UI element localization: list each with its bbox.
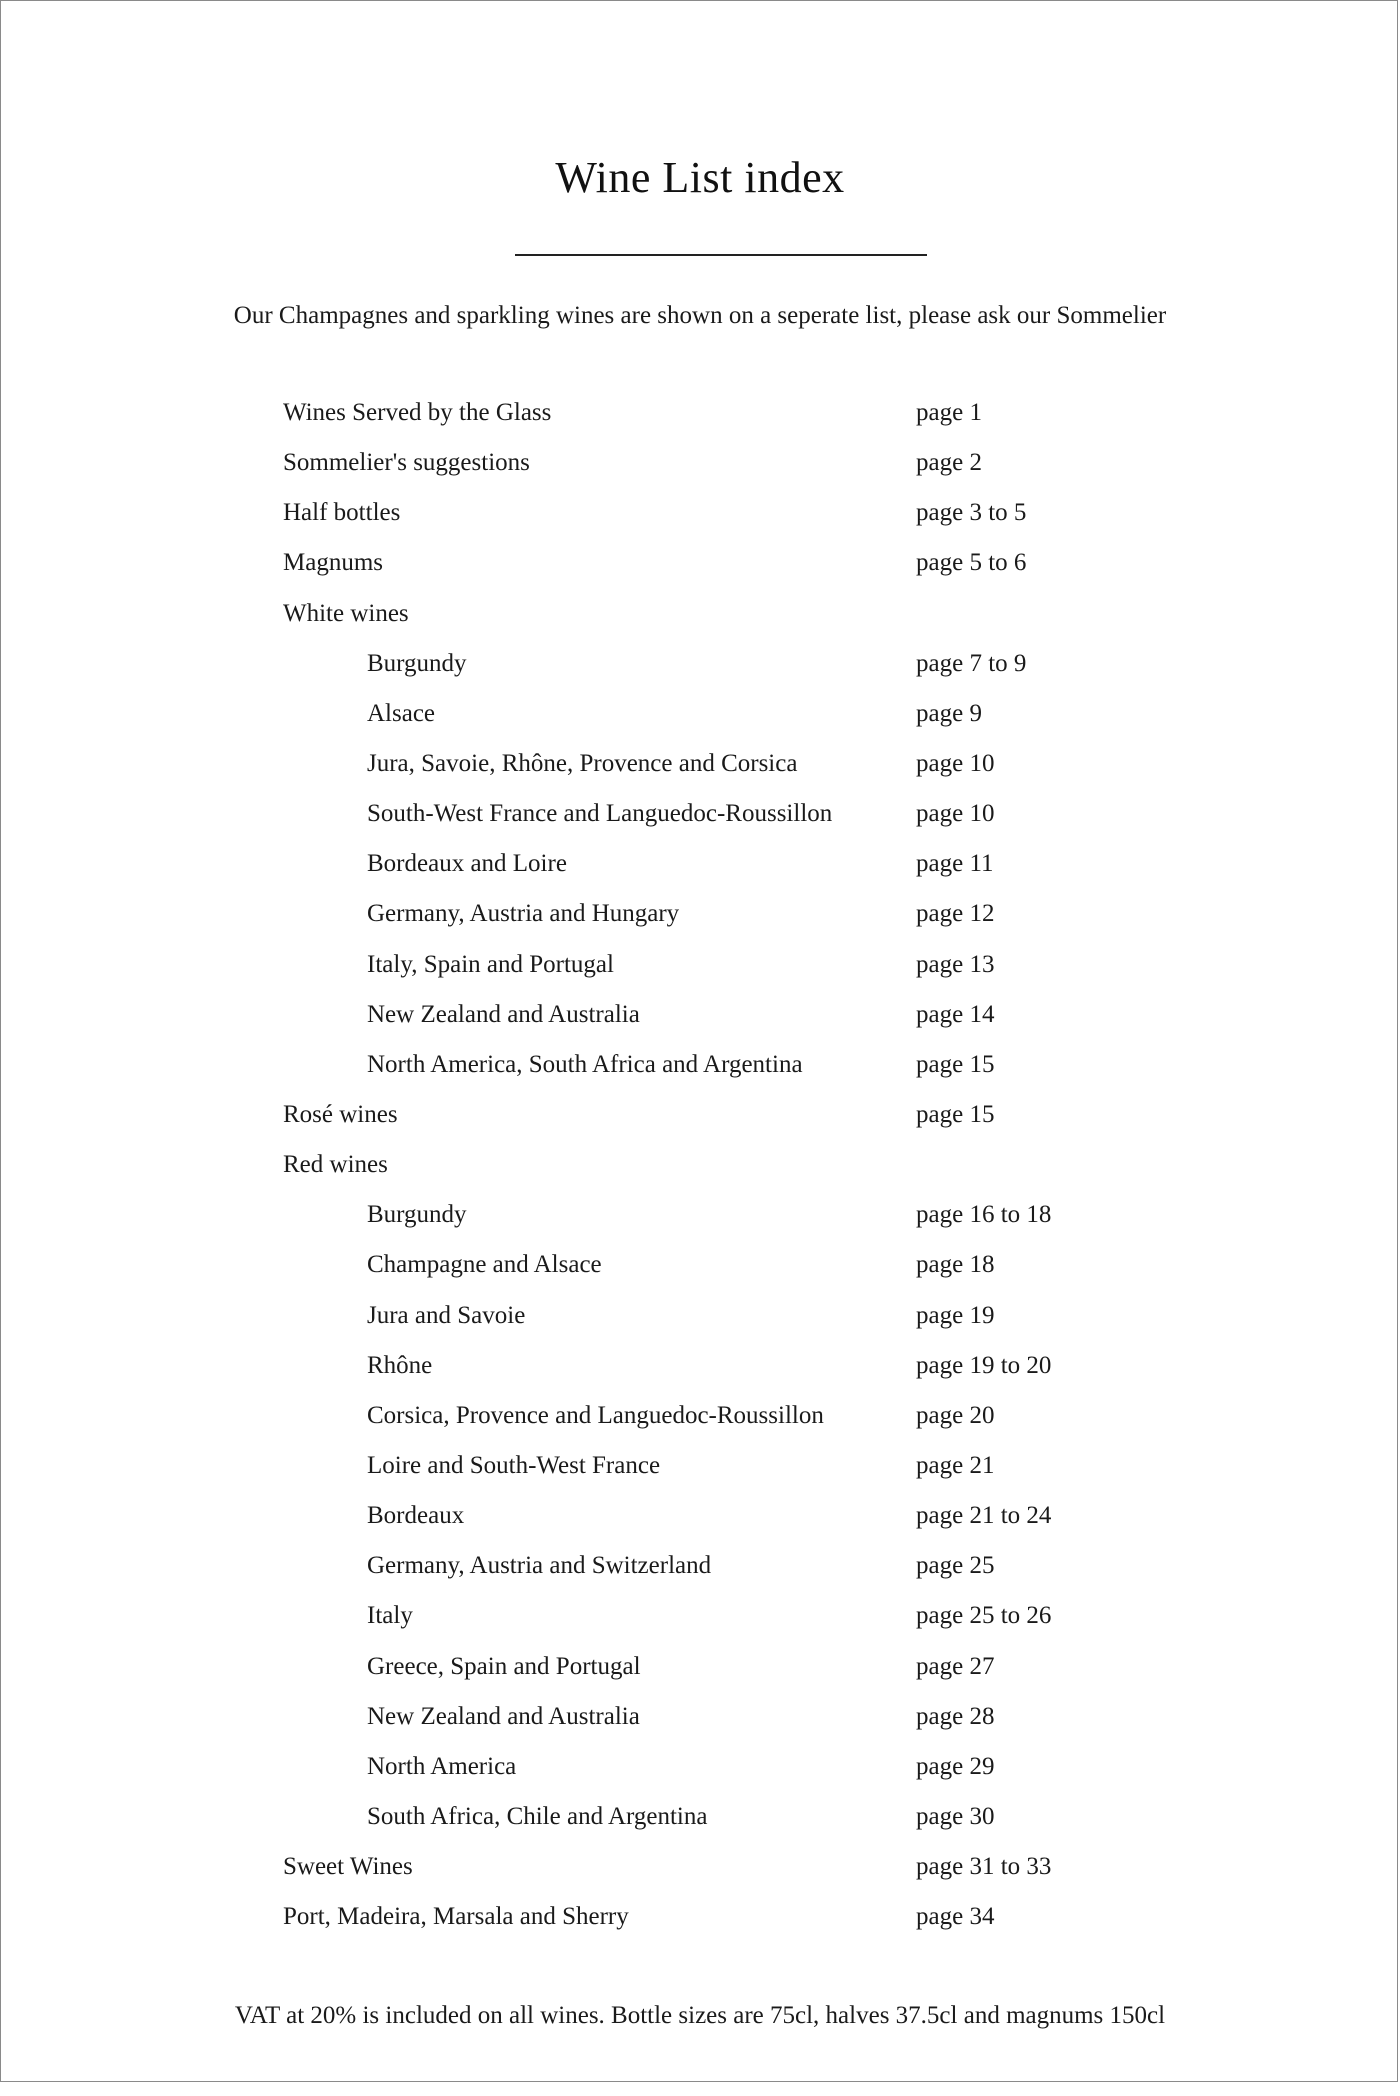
index-page-ref: page 14: [916, 1000, 995, 1028]
index-row: [0, 538, 1400, 588]
index-section-label: Italy, Spain and Portugal: [367, 950, 614, 978]
index-row: [0, 488, 1400, 538]
index-page-ref: page 2: [916, 449, 982, 477]
intro-note: Our Champagnes and sparkling wines are shown on a seperate list, please ask our Sommelier: [233, 302, 1167, 329]
index-row: [0, 1140, 1400, 1190]
index-page-ref: page 16 to 18: [916, 1201, 1052, 1229]
index-row: [0, 1040, 1400, 1090]
index-row: [0, 1591, 1400, 1641]
index-page-ref: page 10: [916, 749, 995, 777]
index-page-ref: page 34: [916, 1903, 995, 1931]
index-section-label: Half bottles: [283, 499, 401, 527]
index-section-label: Champagne and Alsace: [367, 1251, 602, 1279]
index-page-ref: page 1: [916, 399, 982, 426]
index-row: [0, 1291, 1400, 1341]
index-row: [0, 1240, 1400, 1290]
index-row: [0, 1441, 1400, 1491]
index-row: [0, 1391, 1400, 1441]
index-row: [0, 1692, 1400, 1742]
index-row: [0, 1090, 1400, 1140]
footer-note: VAT at 20% is included on all wines. Bottle sizes are 75cl, halves 37.5cl and magnums 150cl: [234, 2002, 1166, 2029]
index-row: [0, 940, 1400, 990]
index-section-label: Italy: [367, 1602, 413, 1630]
index-section-label: North America: [367, 1752, 517, 1780]
index-page-ref: page 21 to 24: [916, 1502, 1052, 1530]
index-page-ref: page 11: [916, 850, 994, 878]
index-row: [0, 639, 1400, 689]
index-section-label: Loire and South-West France: [367, 1451, 661, 1479]
index-page-ref: page 19: [916, 1301, 995, 1329]
index-section-label: White wines: [283, 599, 409, 627]
index-row: [0, 1541, 1400, 1591]
index-row: [0, 1190, 1400, 1240]
index-section-label: Alsace: [367, 699, 436, 727]
index-row: [0, 739, 1400, 789]
index-section-label: Corsica, Provence and Languedoc-Roussillon: [367, 1401, 824, 1429]
index-section-label: Germany, Austria and Switzerland: [367, 1552, 712, 1580]
index-page-ref: page 29: [916, 1752, 995, 1780]
index-section-label: Greece, Spain and Portugal: [367, 1652, 641, 1680]
index-page-ref: page 27: [916, 1652, 995, 1680]
index-row: [0, 789, 1400, 839]
index-section-label: Burgundy: [367, 1201, 467, 1229]
index-page-ref: page 13: [916, 950, 995, 978]
title-divider: [515, 254, 927, 256]
index-section-label: Burgundy: [367, 649, 467, 677]
index-section-label: Jura and Savoie: [367, 1301, 526, 1329]
index-page-ref: page 21: [916, 1451, 995, 1479]
index-row: [0, 1742, 1400, 1792]
index-section-label: Germany, Austria and Hungary: [367, 900, 680, 928]
index-page-ref: page 12: [916, 900, 995, 928]
index-section-label: New Zealand and Australia: [367, 1702, 640, 1730]
index-page-ref: page 20: [916, 1401, 995, 1429]
page-title: Wine List index: [555, 153, 845, 202]
index-page-ref: page 9: [916, 699, 982, 727]
index-page-ref: page 10: [916, 800, 995, 828]
index-section-label: Rhône: [367, 1351, 433, 1379]
index-section-label: Rosé wines: [283, 1100, 398, 1128]
index-section-label: Bordeaux: [367, 1502, 465, 1530]
index-page-ref: page 31 to 33: [916, 1853, 1052, 1881]
index-row: [0, 689, 1400, 739]
index-row: [0, 1491, 1400, 1541]
index-row: [0, 889, 1400, 939]
index-page-ref: page 25 to 26: [916, 1602, 1052, 1630]
index-section-label: South Africa, Chile and Argentina: [367, 1802, 708, 1830]
index-section-label: Sommelier's suggestions: [283, 449, 530, 477]
index-section-label: Sweet Wines: [283, 1853, 413, 1881]
index-section-label: Wines Served by the Glass: [283, 399, 552, 426]
wine-list-index: [0, 388, 1400, 1942]
index-row: [0, 1341, 1400, 1391]
index-row: [0, 388, 1400, 438]
index-page-ref: page 3 to 5: [916, 499, 1027, 527]
index-row: [0, 1642, 1400, 1692]
index-section-label: Bordeaux and Loire: [367, 850, 567, 878]
index-section-label: New Zealand and Australia: [367, 1000, 640, 1028]
index-section-label: South-West France and Languedoc-Roussillon: [367, 800, 833, 828]
index-section-label: Red wines: [283, 1151, 388, 1179]
index-page-ref: page 15: [916, 1100, 995, 1128]
index-page-ref: page 7 to 9: [916, 649, 1027, 677]
index-page-ref: page 28: [916, 1702, 995, 1730]
index-row: [0, 1842, 1400, 1892]
index-row: [0, 438, 1400, 488]
index-section-label: Magnums: [283, 549, 383, 577]
index-row: [0, 1892, 1400, 1942]
index-page-ref: page 15: [916, 1050, 995, 1078]
index-row: [0, 589, 1400, 639]
index-section-label: Port, Madeira, Marsala and Sherry: [283, 1903, 629, 1931]
index-row: [0, 839, 1400, 889]
index-row: [0, 990, 1400, 1040]
index-page-ref: page 19 to 20: [916, 1351, 1052, 1379]
index-row: [0, 1792, 1400, 1842]
index-section-label: Jura, Savoie, Rhône, Provence and Corsica: [367, 749, 798, 777]
index-page-ref: page 18: [916, 1251, 995, 1279]
index-page-ref: page 25: [916, 1552, 995, 1580]
index-page-ref: page 30: [916, 1802, 995, 1830]
index-page-ref: page 5 to 6: [916, 549, 1027, 577]
index-section-label: North America, South Africa and Argentina: [367, 1050, 803, 1078]
